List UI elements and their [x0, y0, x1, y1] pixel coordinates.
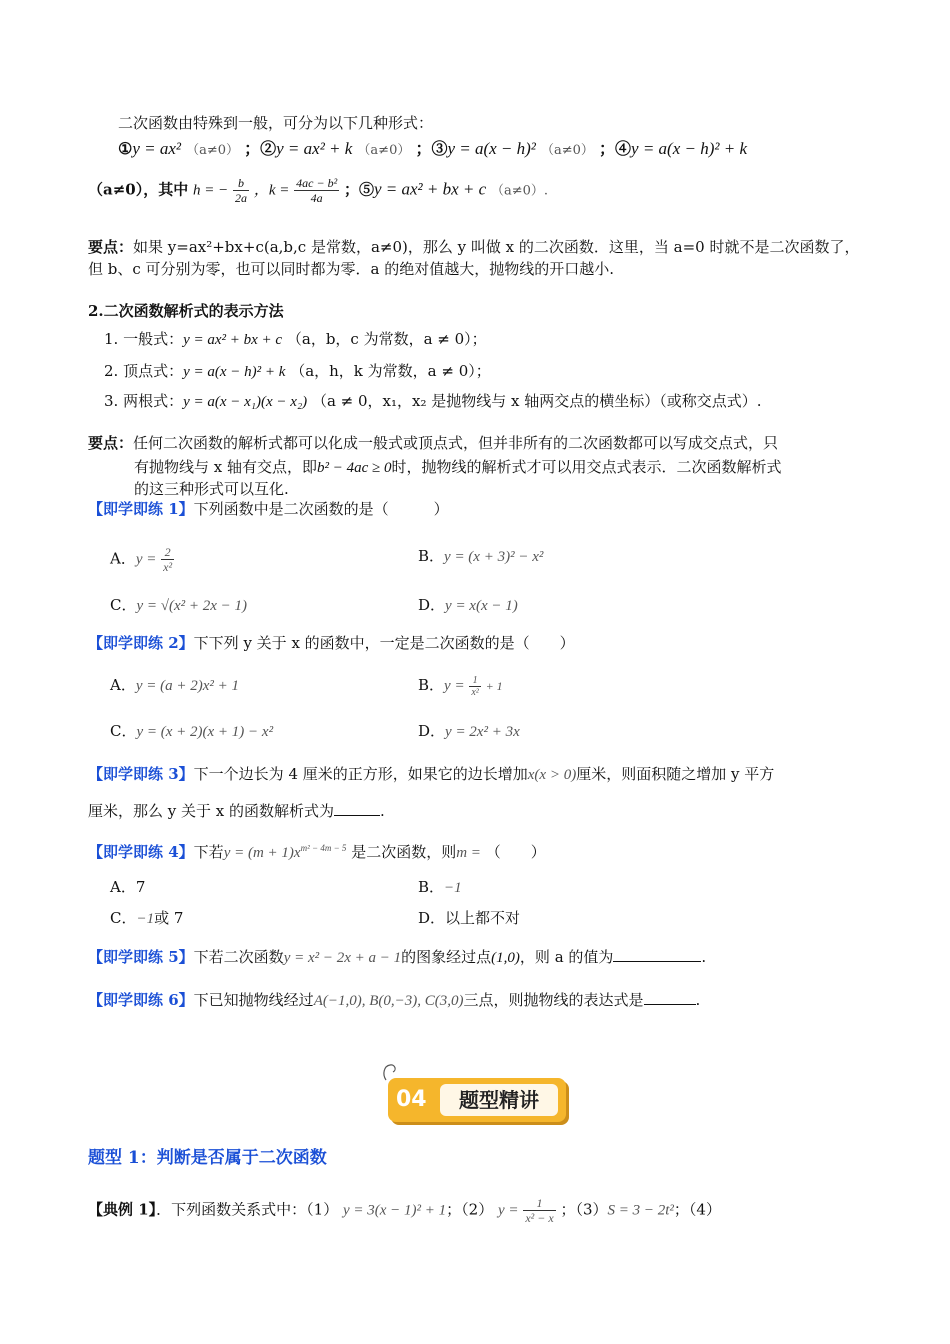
ex2-b-fraction: $\frac{1}{\text{x²}}$ [471, 674, 479, 698]
form-general: 1. 一般式：y = ax² + bx + c （a，b，c 为常数，a ≠ 0）； [104, 330, 487, 348]
note2-line-2: 有抛物线与 x 轴有交点，即b² − 4ac ≥ 0时，抛物线的解析式才可以用交点式表示．二次函数解析式 [134, 458, 782, 476]
ex2-option-c[interactable]: C．y = (x + 2)(x + 1) − x² [110, 722, 274, 740]
type-1-title: 题型 1：判断是否属于二次函数 [88, 1148, 327, 1168]
note2-line-3: 的这三种形式可以互化. [134, 480, 289, 498]
badge-title: 题型精讲 [440, 1084, 558, 1116]
section2-title: 2.二次函数解析式的表示方法 [88, 302, 284, 320]
ex1-option-d[interactable]: D．y = x(x − 1) [418, 596, 518, 614]
k-fraction: $\frac{\text{4ac − b²}}{4a}$ [296, 176, 338, 205]
ex6-answer-blank[interactable] [644, 988, 696, 1005]
exercise-6-question: 【即学即练 6】下已知抛物线经过A(−1,0), B(0,−3), C(3,0)三点，则抛物线的表达式是 . [88, 988, 700, 1012]
exercise-3-question-line-1: 【即学即练 3】下一个边长为 4 厘米的正方形，如果它的边长增加x(x > 0)厘米，则面积随之增加 y 平方 [88, 765, 775, 783]
ex4-option-c[interactable]: C．−1或 7 [110, 909, 184, 927]
note2-line-1: 要点：任何二次函数的解析式都可以化成一般式或顶点式，但并非所有的二次函数都可以写成交点式，只 [88, 434, 779, 452]
form-roots: 3. 两根式：y = a(x − x₁)(x − x₂) （a ≠ 0，x₁，x₂ 是抛物线与 x 轴两交点的横坐标）（或称交点式）. [104, 392, 762, 410]
exercise-3-question-line-2: 厘米，那么 y 关于 x 的函数解析式为 . [88, 799, 385, 822]
exercise-1-question: 【即学即练 1】下列函数中是二次函数的是（ ） [88, 500, 449, 518]
example1-fraction: $\frac{1}{\text{x² − x}}$ [525, 1196, 554, 1225]
ex2-option-d[interactable]: D．y = 2x² + 3x [418, 722, 520, 740]
intro-formula-line-1: ①y = ax² （a≠0） ；②y = ax² + k （a≠0） ；③y = a(x − h)² （a≠0） ；④y = a(x − h)² + k [118, 139, 748, 158]
ex3-answer-blank[interactable] [334, 799, 380, 816]
note1-line-1: 要点：如果 y=ax²+bx+c(a,b,c 是常数，a≠0)，那么 y 叫做 x 的二次函数．这里，当 a=0 时就不是二次函数了， [88, 238, 860, 256]
ex5-answer-blank[interactable] [613, 945, 701, 962]
ex1-option-b[interactable]: B．y = (x + 3)² − x² [418, 547, 544, 565]
form-vertex: 2. 顶点式：y = a(x − h)² + k （a，h，k 为常数，a ≠ 0）； [104, 362, 491, 380]
ex1-a-fraction: $\frac{2}{\text{x²}}$ [163, 545, 173, 574]
exercise-5-question: 【即学即练 5】下若二次函数y = x² − 2x + a − 1的图象经过点(1,0)，则 a 的值为 . [88, 945, 706, 969]
exercise-4-question: 【即学即练 4】下若$y = (m + 1)x^{m^2 - 4m - 5}$ 是二次函数，则m = （ ） [88, 843, 546, 861]
ex4-option-a[interactable]: A．7 [110, 878, 146, 896]
intro-text: 二次函数由特殊到一般，可分为以下几种形式： [118, 114, 434, 132]
exercise-2-question: 【即学即练 2】下下列 y 关于 x 的函数中，一定是二次函数的是（ ） [88, 634, 575, 652]
ex4-option-b[interactable]: B．−1 [418, 878, 462, 896]
note1-line-2: 但 b、c 可分别为零，也可以同时都为零．a 的绝对值越大，抛物线的开口越小. [88, 260, 615, 278]
intro-formula-line-2: （a≠0），其中 h = − $\frac{b}{2a}$ ，k = $\frac{\text{4ac − b²}}{4a}$ ；⑤y = ax² + bx + c （a≠0）. [88, 176, 548, 205]
ex2-option-b[interactable]: B．y = $\frac{1}{\text{x²}}$ + 1 [418, 674, 503, 698]
h-fraction: $\frac{b}{2a}$ [235, 176, 248, 205]
ex1-option-c[interactable]: C．y = √(x² + 2x − 1) [110, 596, 248, 614]
badge-number: 04 [396, 1087, 427, 1112]
example-1-question: 【典例 1】．下列函数关系式中：（1） y = 3(x − 1)² + 1；（2） y = $\frac{1}{\text{x² − x}}$ ；（3）S = 3 − 2t²；（4） [88, 1196, 721, 1225]
ex1-option-a[interactable]: A．y = $\frac{2}{\text{x²}}$ [110, 545, 173, 574]
ex4-option-d[interactable]: D．以上都不对 [418, 909, 521, 927]
section-badge [388, 1078, 566, 1122]
ex2-option-a[interactable]: A．y = (a + 2)x² + 1 [110, 676, 240, 694]
